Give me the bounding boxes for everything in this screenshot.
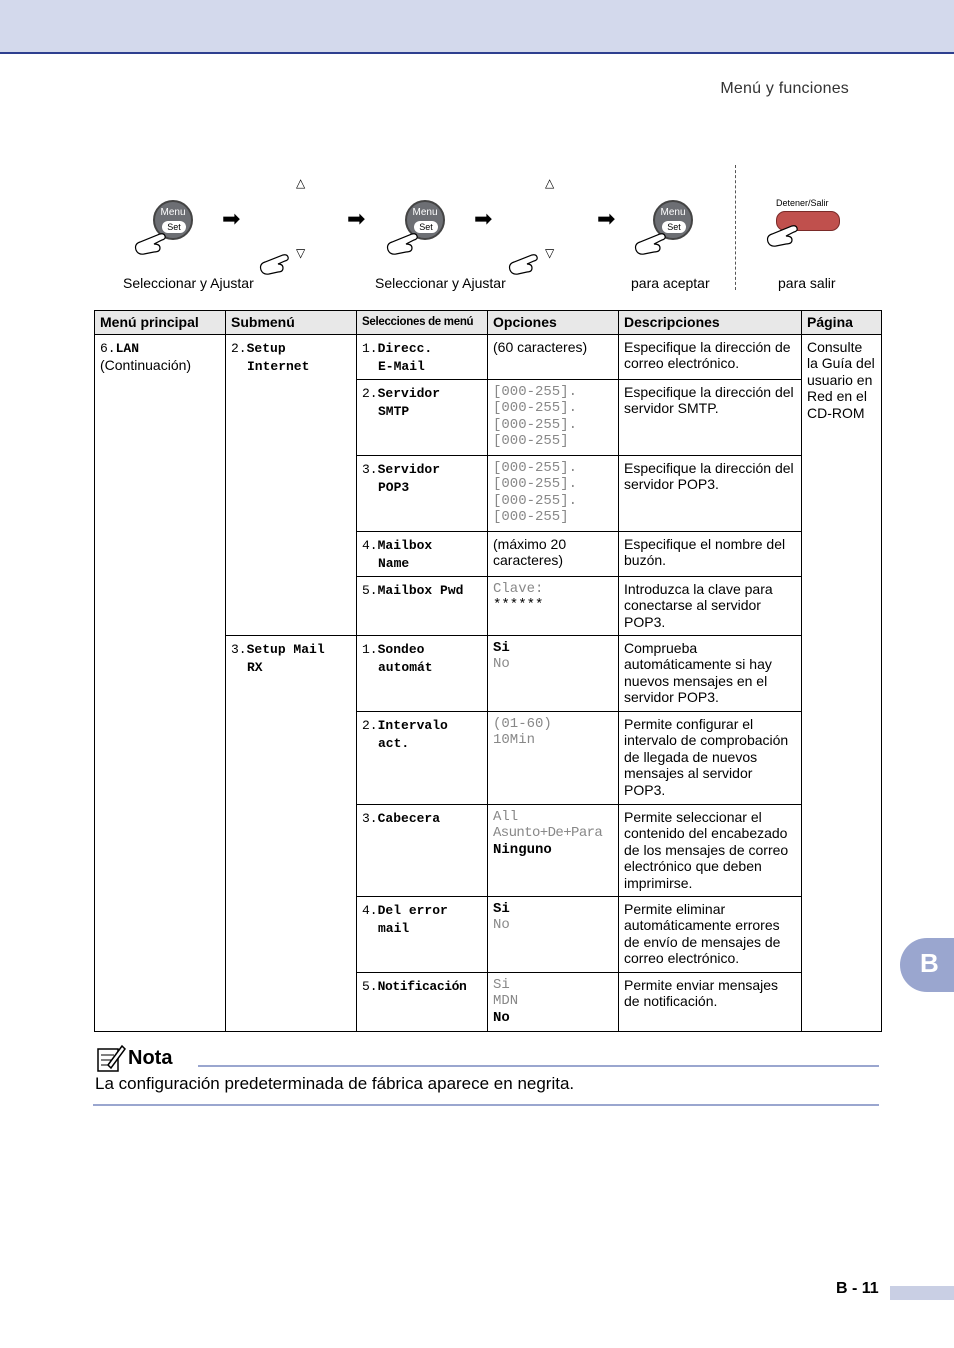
note-title: Nota: [128, 1047, 173, 1069]
description-cell: Permite configurar el intervalo de comprobación de llegada de nuevos mensajes al servidor POP3.: [619, 711, 802, 804]
options-cell: Si No: [488, 896, 619, 972]
column-header: Selecciones de menú: [357, 311, 488, 335]
selection-cell: 1.Sondeo automát: [357, 635, 488, 711]
selection-cell: 3.Servidor POP3: [357, 455, 488, 531]
main-menu-cell: 6.LAN (Continuación): [95, 334, 226, 1031]
right-arrow-icon: ➡: [347, 206, 366, 231]
selection-cell: 5.Notificación: [357, 972, 488, 1031]
note-text: La configuración predeterminada de fábrica aparece en negrita.: [95, 1074, 575, 1093]
diagram-label: Seleccionar y Ajustar: [123, 275, 254, 291]
hand-pointer-icon: [384, 228, 424, 258]
selection-cell: 2.Servidor SMTP: [357, 379, 488, 455]
options-cell: Clave: ******: [488, 576, 619, 635]
right-arrow-icon: ➡: [474, 206, 493, 231]
description-cell: Permite eliminar automáticamente errores de envío de mensajes de correo electrónico.: [619, 896, 802, 972]
hand-pointer-icon: [632, 228, 672, 258]
note-pencil-icon: [96, 1043, 126, 1073]
top-banner: [0, 0, 954, 54]
column-header: Submenú: [226, 311, 357, 335]
diagram-label: Seleccionar y Ajustar: [375, 275, 506, 291]
options-cell: [000-255]. [000-255]. [000-255]. [000-255]: [488, 379, 619, 455]
page-number-bar: [890, 1286, 954, 1300]
selection-cell: 4.Del error mail: [357, 896, 488, 972]
note-bottom-rule: [93, 1104, 879, 1106]
description-cell: Especifique la dirección del servidor SMTP.: [619, 379, 802, 455]
selection-cell: 3.Cabecera: [357, 804, 488, 896]
options-cell: (01-60) 10Min: [488, 711, 619, 804]
menu-set-button: Menu Set: [653, 200, 693, 240]
column-header: Menú principal: [95, 311, 226, 335]
description-cell: Especifique el nombre del buzón.: [619, 531, 802, 576]
hand-pointer-icon: [507, 250, 543, 276]
description-cell: Permite enviar mensajes de notificación.: [619, 972, 802, 1031]
description-cell: Introduzca la clave para conectarse al servidor POP3.: [619, 576, 802, 635]
up-arrow-icon: △: [296, 176, 306, 190]
description-cell: Especifique la dirección del servidor POP3.: [619, 455, 802, 531]
note-rule: [198, 1065, 879, 1067]
options-cell: Si MDN No: [488, 972, 619, 1031]
menu-set-button: Menu Set: [405, 200, 445, 240]
description-cell: Permite seleccionar el contenido del encabezado de los mensajes de correo electrónico que deben imprimirse.: [619, 804, 802, 896]
down-arrow-icon: ▽: [545, 246, 555, 260]
down-arrow-icon: ▽: [296, 246, 306, 260]
stop-button-label: Detener/Salir: [776, 198, 829, 208]
diagram-label: para salir: [778, 275, 836, 291]
description-cell: Especifique la dirección de correo electrónico.: [619, 334, 802, 379]
page-cell: Consulte la Guía del usuario en Red en el CD-ROM: [802, 334, 882, 1031]
column-header: Opciones: [488, 311, 619, 335]
section-title: Menú y funciones: [720, 80, 849, 97]
menu-set-button: Menu Set: [153, 200, 193, 240]
options-cell: (máximo 20 caracteres): [488, 531, 619, 576]
chapter-tab: B: [900, 938, 954, 992]
column-header: Página: [802, 311, 882, 335]
selection-cell: 5.Mailbox Pwd: [357, 576, 488, 635]
selection-cell: 2.Intervalo act.: [357, 711, 488, 804]
right-arrow-icon: ➡: [597, 206, 616, 231]
menu-table: [94, 310, 882, 1032]
options-cell: Si No: [488, 635, 619, 711]
submenu-cell: 3.Setup Mail RX: [226, 635, 357, 1031]
hand-pointer-icon: [764, 220, 804, 250]
selection-cell: 4.Mailbox Name: [357, 531, 488, 576]
right-arrow-icon: ➡: [222, 206, 241, 231]
up-arrow-icon: △: [545, 176, 555, 190]
page-number: B - 11: [836, 1280, 879, 1297]
diagram-label: para aceptar: [631, 275, 710, 291]
divider: [735, 165, 736, 290]
options-cell: All Asunto+De+Para Ninguno: [488, 804, 619, 896]
selection-cell: 1.Direcc. E-Mail: [357, 334, 488, 379]
description-cell: Comprueba automáticamente si hay nuevos mensajes en el servidor POP3.: [619, 635, 802, 711]
table-header-row: [95, 311, 882, 335]
table-row: [95, 334, 882, 379]
submenu-cell: 2.Setup Internet: [226, 334, 357, 635]
hand-pointer-icon: [258, 250, 294, 276]
options-cell: (60 caracteres): [488, 334, 619, 379]
hand-pointer-icon: [132, 228, 172, 258]
column-header: Descripciones: [619, 311, 802, 335]
options-cell: [000-255]. [000-255]. [000-255]. [000-255]: [488, 455, 619, 531]
